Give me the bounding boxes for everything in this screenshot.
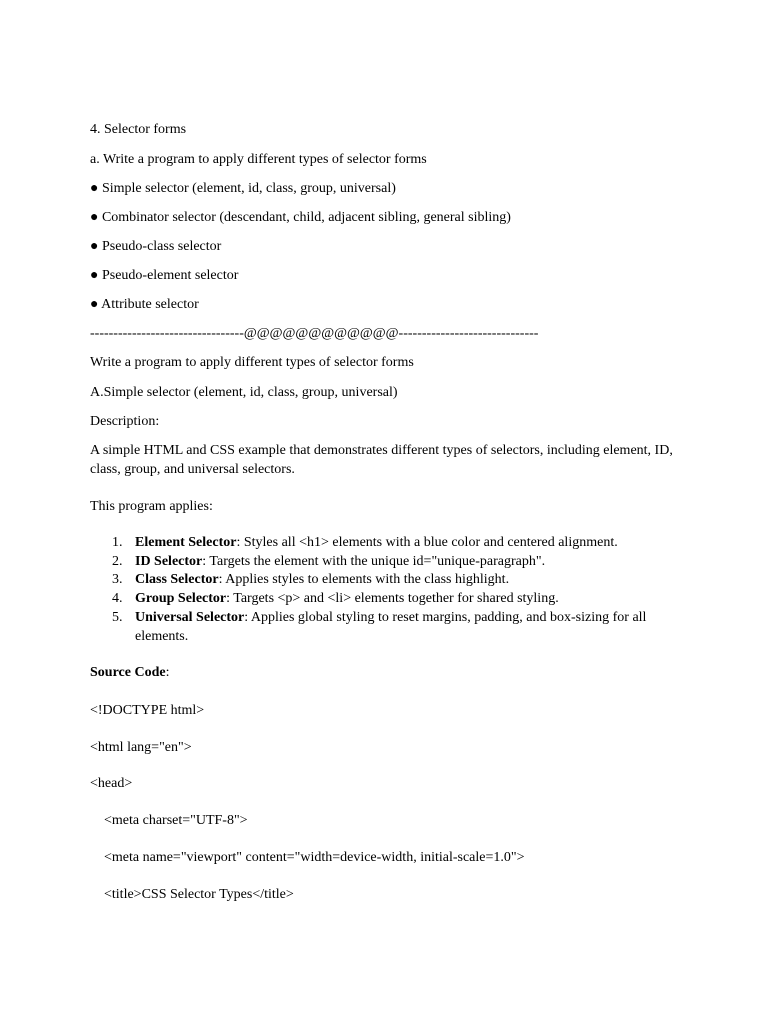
- code-line: <head>: [90, 776, 133, 791]
- list-item-text: : Applies global styling to reset margins, padding, and box-sizing for all elements.: [135, 609, 647, 644]
- code-line: <html lang="en">: [90, 740, 192, 755]
- subheading: A.Simple selector (element, id, class, group, universal): [90, 385, 398, 400]
- list-item: 3. Class Selector: Applies styles to elements with the class highlight.: [112, 572, 510, 588]
- description-label: Description:: [90, 414, 160, 429]
- list-item: 2. ID Selector: Targets the element with the unique id="unique-paragraph".: [112, 553, 546, 569]
- list-item-text: : Targets <p> and <li> elements together for shared styling.: [226, 591, 559, 607]
- code-line: <meta name="viewport" content="width=device-width, initial-scale=1.0">: [104, 850, 525, 865]
- list-item: 5. Universal Selector: Applies global styling to reset margins, padding, and box-sizing for all elements.: [112, 609, 647, 644]
- list-item-term: ID Selector: [135, 553, 203, 569]
- source-code-colon: :: [165, 665, 170, 680]
- task-line: a. Write a program to apply different types of selector forms: [90, 152, 427, 167]
- selector-list: [90, 534, 650, 646]
- list-item-text: : Styles all <h1> elements with a blue color and centered alignment.: [236, 535, 618, 550]
- source-code-label: Source Code: [90, 665, 166, 680]
- description-text: A simple HTML and CSS example that demonstrates different types of selectors, including element, ID, class, group, and universal selectors.: [90, 443, 673, 477]
- bullet-item: ● Simple selector (element, id, class, group, universal): [90, 181, 396, 196]
- code-line: <title>CSS Selector Types</title>: [104, 887, 294, 902]
- source-code-heading: [90, 664, 169, 682]
- list-item-term: Group Selector: [135, 591, 227, 607]
- code-line: <!DOCTYPE html>: [90, 703, 205, 718]
- bullet-item: ● Pseudo-class selector: [90, 239, 222, 254]
- list-item-term: Class Selector: [135, 572, 219, 588]
- section-heading: 4. Selector forms: [90, 122, 187, 137]
- list-item-text: : Applies styles to elements with the class highlight.: [218, 572, 510, 588]
- list-item-text: : Targets the element with the unique id="unique-paragraph".: [202, 553, 546, 569]
- list-item-term: Element Selector: [135, 535, 237, 550]
- bullet-item: ● Attribute selector: [90, 297, 199, 312]
- bullet-item: ● Combinator selector (descendant, child, adjacent sibling, general sibling): [90, 210, 511, 225]
- code-line: <meta charset="UTF-8">: [104, 813, 248, 828]
- program-title: Write a program to apply different types of selector forms: [90, 355, 414, 370]
- bullet-item: ● Pseudo-element selector: [90, 268, 239, 283]
- applies-intro: This program applies:: [90, 499, 213, 514]
- list-item: 4. Group Selector: Targets <p> and <li> elements together for shared styling.: [112, 591, 559, 607]
- list-item: 1. Element Selector: Styles all <h1> elements with a blue color and centered alignment.: [112, 535, 618, 550]
- list-item-term: Universal Selector: [135, 609, 245, 625]
- separator-line: ---------------------------------@@@@@@@@@@@@------------------------------: [90, 326, 539, 341]
